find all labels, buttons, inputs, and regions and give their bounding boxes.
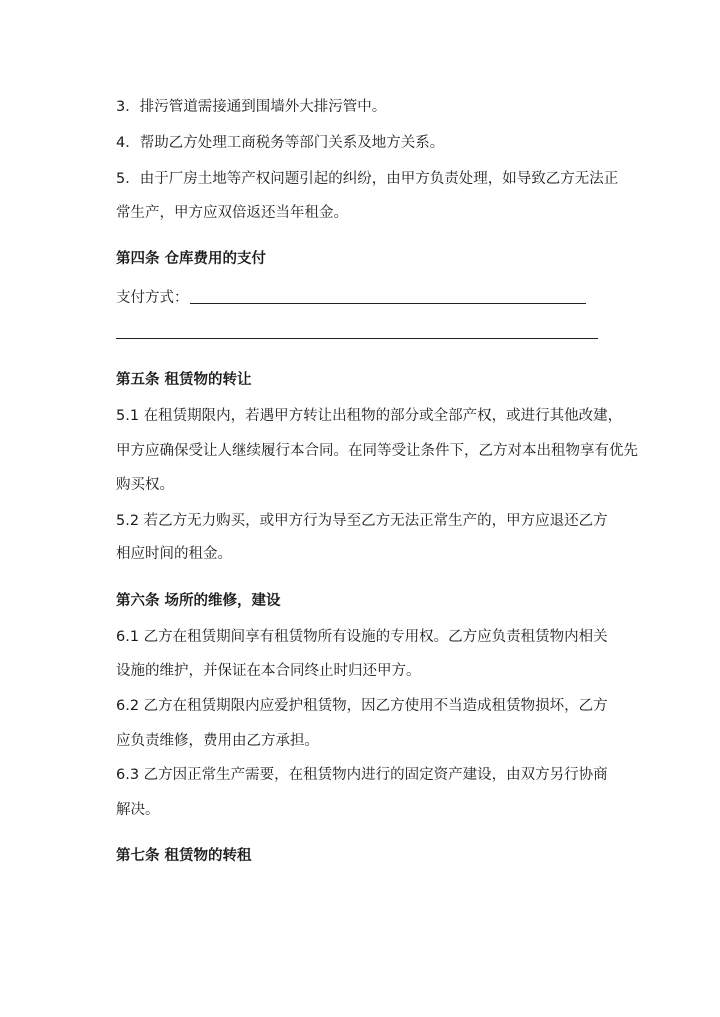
clause-6-2-line1: 6.2 乙方在租赁期限内应爱护租赁物，因乙方使用不当造成租赁物损坏，乙方: [116, 698, 608, 714]
clause-5-1-line2: 甲方应确保受让人继续履行本合同。在同等受让条件下，乙方对本出租物享有优先: [116, 443, 638, 459]
payment-method-blank-line-2: [116, 338, 598, 339]
clause-6-2-line2: 应负责维修，费用由乙方承担。: [116, 733, 319, 749]
section-heading-7: 第七条 租赁物的转租: [116, 848, 252, 864]
section-heading-6: 第六条 场所的维修，建设: [116, 593, 281, 609]
clause-6-3-line1: 6.3 乙方因正常生产需要，在租赁物内进行的固定资产建设，由双方另行协商: [116, 767, 608, 783]
clause-5-1-line3: 购买权。: [116, 477, 174, 493]
section-heading-5: 第五条 租赁物的转让: [116, 372, 252, 388]
clause-5-2-line1: 5.2 若乙方无力购买，或甲方行为导至乙方无法正常生产的，甲方应退还乙方: [116, 513, 608, 529]
payment-method-label: 支付方式：: [116, 290, 189, 306]
clause-6-1-line2: 设施的维护，并保证在本合同终止时归还甲方。: [116, 663, 421, 679]
clause-6-1-line1: 6.1 乙方在租赁期间享有租赁物所有设施的专用权。乙方应负责租赁物内相关: [116, 629, 608, 645]
clause-6-3-line2: 解决。: [116, 802, 160, 818]
payment-method-blank-line-1: [190, 303, 586, 304]
clause-item-5-line1: 5．由于厂房土地等产权问题引起的纠纷，由甲方负责处理，如导致乙方无法正: [116, 171, 619, 187]
clause-5-2-line2: 相应时间的租金。: [116, 546, 232, 562]
clause-5-1-line1: 5.1 在租赁期限内，若遇甲方转让出租物的部分或全部产权，或进行其他改建，: [116, 408, 623, 424]
clause-item-5-line2: 常生产，甲方应双倍返还当年租金。: [116, 205, 348, 221]
clause-item-4: 4．帮助乙方处理工商税务等部门关系及地方关系。: [116, 135, 445, 151]
clause-item-3: 3．排污管道需接通到围墙外大排污管中。: [116, 99, 387, 115]
section-heading-4: 第四条 仓库费用的支付: [116, 251, 267, 267]
